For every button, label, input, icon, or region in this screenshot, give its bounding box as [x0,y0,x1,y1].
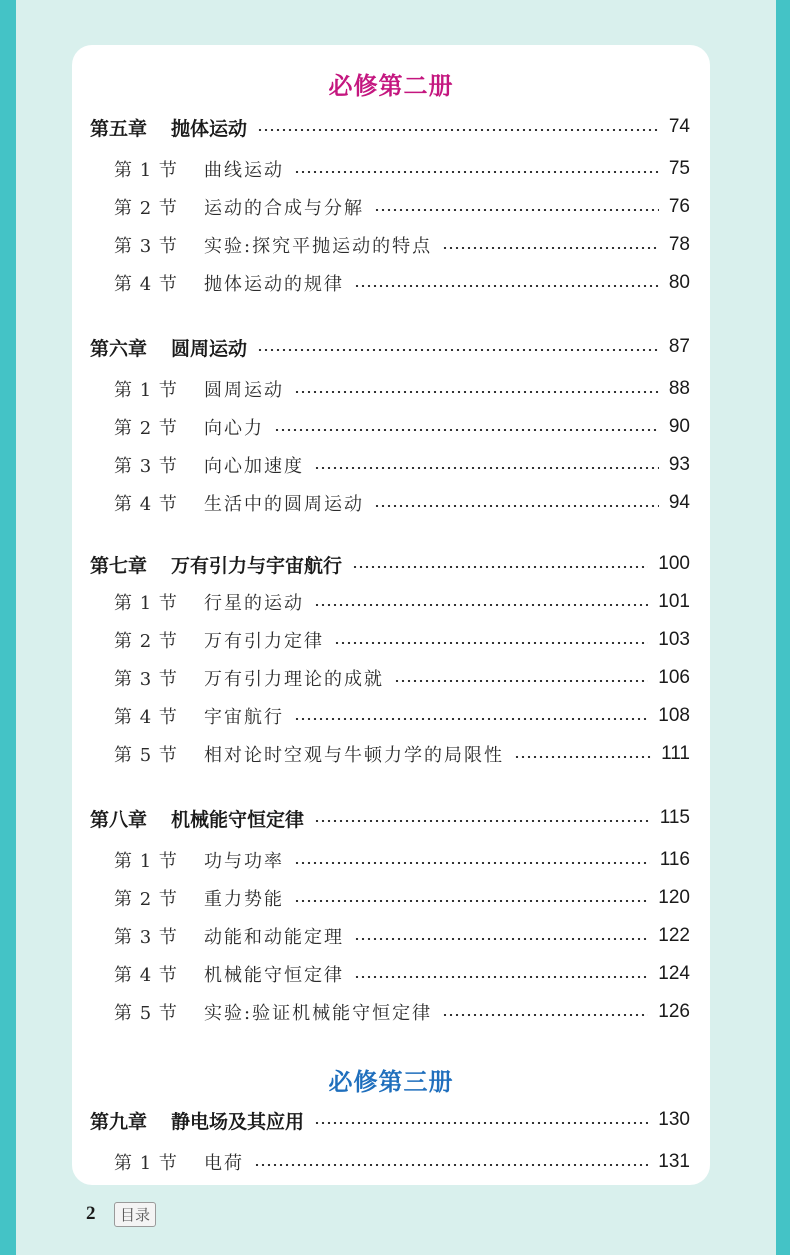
dot-leader [514,756,651,758]
dot-leader [314,820,650,822]
section-title: 万有引力理论的成就 [204,669,384,690]
section-page-number: 111 [661,743,690,764]
chapter-row[interactable] [90,803,690,833]
section-row[interactable] [114,701,690,731]
dot-leader [334,642,648,644]
section-number: 第 1 节 [114,593,178,614]
dot-leader [374,209,659,211]
section-number: 第 4 节 [114,274,178,295]
dot-leader [294,171,659,173]
section-page-number: 80 [668,272,690,293]
dot-leader [254,1164,648,1166]
section-row[interactable] [114,374,690,404]
section-row[interactable] [114,587,690,617]
dot-leader [394,680,648,682]
section-row[interactable] [114,997,690,1027]
dot-leader [257,129,659,131]
dot-leader [314,1122,648,1124]
section-row[interactable] [114,845,690,875]
section-page-number: 108 [658,705,690,726]
section-title: 运动的合成与分解 [204,198,364,219]
section-row[interactable] [114,412,690,442]
section-page-number: 122 [658,925,690,946]
left-page-edge [0,0,16,1255]
section-number: 第 5 节 [114,745,178,766]
chapter-row[interactable] [90,332,690,362]
section-row[interactable] [114,488,690,518]
dot-leader [354,976,648,978]
section-page-number: 88 [668,378,690,399]
chapter-page-number: 100 [658,553,690,574]
dot-leader [314,467,659,469]
section-title: 向心力 [204,418,264,439]
section-page-number: 126 [658,1001,690,1022]
section-page-number: 131 [658,1151,690,1172]
section-row[interactable] [114,154,690,184]
chapter-title: 静电场及其应用 [171,1110,305,1133]
section-page-number: 78 [668,234,690,255]
section-title: 机械能守恒定律 [204,965,344,986]
section-page-number: 124 [658,963,690,984]
section-title: 抛体运动的规律 [204,274,344,295]
dot-leader [294,862,650,864]
section-title: 实验:验证机械能守恒定律 [204,1003,433,1024]
section-number: 第 1 节 [114,1153,178,1174]
section-page-number: 75 [668,158,690,179]
section-row[interactable] [114,450,690,480]
section-row[interactable] [114,625,690,655]
section-page-number: 76 [668,196,690,217]
chapter-row[interactable] [90,549,690,579]
section-page-number: 90 [668,416,690,437]
dot-leader [257,349,659,351]
dot-leader [314,604,648,606]
dot-leader [294,391,659,393]
dot-leader [442,1014,648,1016]
section-label: 目录 [114,1202,156,1227]
section-number: 第 4 节 [114,707,178,728]
chapter-page-number: 115 [659,807,690,828]
section-number: 第 5 节 [114,1003,178,1024]
dot-leader [354,285,659,287]
section-number: 第 3 节 [114,927,178,948]
chapter-number: 第六章 [90,337,148,360]
section-number: 第 2 节 [114,889,178,910]
chapter-title: 机械能守恒定律 [171,808,305,831]
right-page-edge [776,0,790,1255]
section-title: 电荷 [204,1153,244,1174]
section-page-number: 120 [658,887,690,908]
section-number: 第 3 节 [114,456,178,477]
section-number: 第 4 节 [114,494,178,515]
section-page-number: 116 [659,849,690,870]
dot-leader [374,505,659,507]
section-title: 行星的运动 [204,593,304,614]
section-number: 第 4 节 [114,965,178,986]
section-title: 功与功率 [204,851,284,872]
section-number: 第 3 节 [114,669,178,690]
chapter-title: 抛体运动 [171,117,248,140]
chapter-page-number: 130 [658,1109,690,1130]
dot-leader [352,566,648,568]
section-page-number: 94 [668,492,690,513]
section-number: 第 2 节 [114,198,178,219]
section-title: 相对论时空观与牛顿力学的局限性 [204,745,504,766]
section-row[interactable] [114,959,690,989]
chapter-number: 第五章 [90,117,148,140]
section-number: 第 3 节 [114,236,178,257]
dot-leader [354,938,648,940]
section-number: 第 1 节 [114,380,178,401]
section-title: 实验:探究平抛运动的特点 [204,236,433,257]
dot-leader [274,429,659,431]
section-row[interactable] [114,192,690,222]
chapter-number: 第七章 [90,554,148,577]
section-title: 生活中的圆周运动 [204,494,364,515]
section-number: 第 2 节 [114,418,178,439]
section-title: 曲线运动 [204,160,284,181]
section-row[interactable] [114,1147,690,1177]
section-page-number: 101 [658,591,690,612]
section-row[interactable] [114,921,690,951]
section-page-number: 106 [658,667,690,688]
section-title: 宇宙航行 [204,707,284,728]
section-row[interactable] [114,268,690,298]
section-title: 向心加速度 [204,456,304,477]
chapter-row[interactable] [90,1105,690,1135]
dot-leader [442,247,659,249]
section-row[interactable] [114,739,690,769]
chapter-title: 圆周运动 [171,337,248,360]
section-title: 万有引力定律 [204,631,324,652]
dot-leader [294,718,648,720]
volume-title: 必修第二册 [328,72,454,100]
page-number: 2 [86,1203,96,1224]
dot-leader [294,900,648,902]
section-number: 第 2 节 [114,631,178,652]
section-page-number: 93 [668,454,690,475]
chapter-page-number: 74 [668,116,690,137]
chapter-page-number: 87 [668,336,690,357]
chapter-number: 第八章 [90,808,148,831]
section-title: 圆周运动 [204,380,284,401]
section-title: 重力势能 [204,889,284,910]
volume-title: 必修第三册 [328,1068,454,1096]
section-number: 第 1 节 [114,160,178,181]
chapter-number: 第九章 [90,1110,148,1133]
section-row[interactable] [114,883,690,913]
section-row[interactable] [114,230,690,260]
section-number: 第 1 节 [114,851,178,872]
section-page-number: 103 [658,629,690,650]
chapter-row[interactable] [90,112,690,142]
section-title: 动能和动能定理 [204,927,344,948]
section-row[interactable] [114,663,690,693]
chapter-title: 万有引力与宇宙航行 [171,554,343,577]
